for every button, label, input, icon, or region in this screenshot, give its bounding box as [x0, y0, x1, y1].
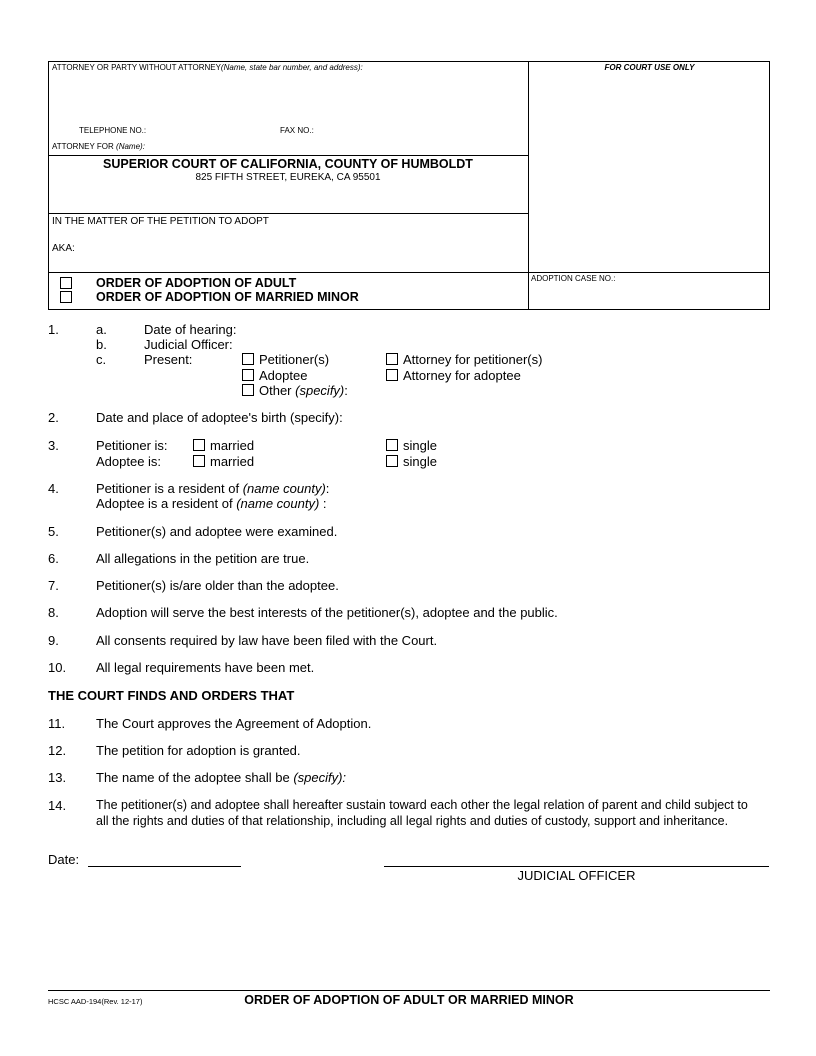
adoptee-residence-label: [96, 496, 327, 511]
form-id: HCSC AAD-194(Rev. 12-17): [48, 997, 143, 1006]
caption-divider-attorney: [48, 155, 528, 156]
petitioner-county-field[interactable]: [336, 479, 756, 494]
date-label: Date:: [48, 852, 80, 867]
court-use-label: FOR COURT USE ONLY: [604, 63, 695, 72]
item-12-number: 12.: [48, 743, 67, 758]
item-6-text: All allegations in the petition are true.: [96, 551, 310, 566]
matter-label: IN THE MATTER OF THE PETITION TO ADOPT: [52, 216, 269, 227]
present-other-checkbox[interactable]: [242, 384, 254, 396]
title-married-minor: ORDER OF ADOPTION OF MARRIED MINOR: [96, 290, 359, 304]
attorney-label-text: ATTORNEY OR PARTY WITHOUT ATTORNEY: [52, 63, 221, 72]
judicial-officer-field[interactable]: [245, 335, 545, 350]
adoptee-county-field[interactable]: [336, 494, 756, 509]
adoptee-is-label: Adoptee is:: [96, 454, 162, 469]
item-8-text: Adoption will serve the best interests of the petitioner(s), adoptee and the public.: [96, 605, 558, 620]
item-10-text: All legal requirements have been met.: [96, 660, 315, 675]
attorney-for-text: ATTORNEY FOR: [52, 142, 114, 151]
item-12-text: The petition for adoption is granted.: [96, 743, 301, 758]
case-no-field[interactable]: [531, 285, 763, 305]
signature-line: [384, 866, 769, 867]
item-13-number: 13.: [48, 770, 67, 785]
item-2-text: Date and place of adoptee's birth (specify):: [96, 410, 343, 425]
item-11-text: The Court approves the Agreement of Adoption.: [96, 716, 372, 731]
item-14-text-line-2: all the rights and duties of that relationship, including all legal rights and duties of custody, support and inheritance.: [96, 814, 729, 828]
item-11-number: 11.: [48, 716, 66, 731]
telephone-field[interactable]: [148, 124, 273, 136]
adoptee-residence-hint: (name county): [236, 496, 320, 511]
present-atty-adoptee-checkbox[interactable]: [386, 369, 398, 381]
adoptee-single-checkbox[interactable]: [386, 455, 398, 467]
judicial-officer-label-signature: JUDICIAL OFFICER: [517, 868, 636, 883]
adult-checkbox[interactable]: [60, 277, 72, 289]
item-9-number: 9.: [48, 633, 59, 648]
item-13-label: The name of the adoptee shall be: [96, 770, 294, 785]
present-other-field[interactable]: [355, 381, 565, 396]
item-1b-label: b.: [96, 337, 107, 352]
adoptee-married-label: married: [210, 454, 255, 469]
present-other-colon: :: [344, 383, 348, 398]
item-6-number: 6.: [48, 551, 59, 566]
item-3-number: 3.: [48, 438, 59, 453]
item-8-number: 8.: [48, 605, 59, 620]
aka-label: AKA:: [52, 243, 75, 254]
present-adoptee-checkbox[interactable]: [242, 369, 254, 381]
fax-field[interactable]: [318, 124, 518, 136]
adoptee-married-checkbox[interactable]: [193, 455, 205, 467]
hearing-date-field[interactable]: [245, 320, 545, 335]
telephone-label: TELEPHONE NO.:: [79, 126, 147, 135]
item-10-number: 10.: [48, 660, 67, 675]
petitioner-married-label: married: [210, 438, 255, 453]
adoptee-residence-colon: :: [319, 496, 327, 511]
adoptee-residence-text: Adoptee is a resident of: [96, 496, 237, 511]
court-address: 825 FIFTH STREET, EUREKA, CA 95501: [195, 172, 381, 183]
findings-heading: THE COURT FINDS AND ORDERS THAT: [48, 688, 295, 703]
item-5-text: Petitioner(s) and adoptee were examined.: [96, 524, 338, 539]
attorney-for-label: [52, 142, 145, 151]
attorney-label-hint: (Name, state bar number, and address):: [220, 63, 363, 72]
married-minor-checkbox[interactable]: [60, 291, 72, 303]
item-7-number: 7.: [48, 578, 59, 593]
item-14-text-line-1: The petitioner(s) and adoptee shall hereafter sustain toward each other the legal relation of parent and child subject to: [96, 798, 748, 812]
present-petitioners-checkbox[interactable]: [242, 353, 254, 365]
item-7-text: Petitioner(s) is/are older than the adoptee.: [96, 578, 339, 593]
petitioner-residence-hint: (name county): [242, 481, 326, 496]
date-field[interactable]: [88, 850, 241, 865]
court-name: SUPERIOR COURT OF CALIFORNIA, COUNTY OF HUMBOLDT: [103, 157, 473, 171]
judicial-officer-label: Judicial Officer:: [144, 337, 233, 352]
present-atty-petitioners-checkbox[interactable]: [386, 353, 398, 365]
petitioner-residence-label: [96, 481, 329, 496]
item-2-number: 2.: [48, 410, 59, 425]
present-petitioners-label: Petitioner(s): [259, 352, 330, 367]
petitioner-residence-colon: :: [325, 481, 330, 496]
judicial-officer-signature-field[interactable]: [384, 846, 769, 865]
present-other-hint: (specify): [295, 383, 345, 398]
petitioner-single-checkbox[interactable]: [386, 439, 398, 451]
petitioner-is-label: Petitioner is:: [96, 438, 168, 453]
item-13-text: [96, 770, 346, 785]
present-other-text: Other: [259, 383, 292, 398]
birth-date-place-field[interactable]: [352, 408, 762, 423]
petitioner-residence-text: Petitioner is a resident of: [96, 481, 243, 496]
present-label: Present:: [144, 352, 193, 367]
adoptee-new-name-field[interactable]: [356, 768, 761, 783]
attorney-label: [52, 63, 363, 72]
aka-field[interactable]: [80, 240, 520, 254]
petitioner-married-checkbox[interactable]: [193, 439, 205, 451]
item-9-text: All consents required by law have been filed with the Court.: [96, 633, 438, 648]
item-5-number: 5.: [48, 524, 59, 539]
matter-field[interactable]: [290, 214, 520, 228]
date-line: [88, 866, 241, 867]
present-atty-adoptee-label: Attorney for adoptee: [403, 368, 521, 383]
footer-rule: [48, 990, 770, 991]
title-adult: ORDER OF ADOPTION OF ADULT: [96, 276, 297, 290]
adoptee-single-label: single: [403, 454, 437, 469]
case-no-label: ADOPTION CASE NO.:: [531, 274, 616, 283]
present-adoptee-label: Adoptee: [259, 368, 308, 383]
item-13-hint: (specify):: [293, 770, 347, 785]
attorney-for-field[interactable]: [150, 140, 520, 152]
attorney-for-hint: (Name):: [116, 142, 145, 151]
petitioner-single-label: single: [403, 438, 437, 453]
hearing-date-label: Date of hearing:: [144, 322, 237, 337]
footer-form-title: ORDER OF ADOPTION OF ADULT OR MARRIED MINOR: [244, 993, 574, 1007]
present-other-label: [259, 383, 348, 398]
item-14-number: 14.: [48, 798, 67, 813]
attorney-info-field[interactable]: [52, 74, 522, 122]
caption-divider-title: [48, 272, 770, 273]
present-atty-petitioners-label: Attorney for petitioner(s): [403, 352, 543, 367]
item-1-number: 1.: [48, 322, 59, 337]
item-4-number: 4.: [48, 481, 59, 496]
item-1a-label: a.: [96, 322, 107, 337]
fax-label: FAX NO.:: [280, 126, 314, 135]
item-1c-label: c.: [96, 352, 107, 367]
